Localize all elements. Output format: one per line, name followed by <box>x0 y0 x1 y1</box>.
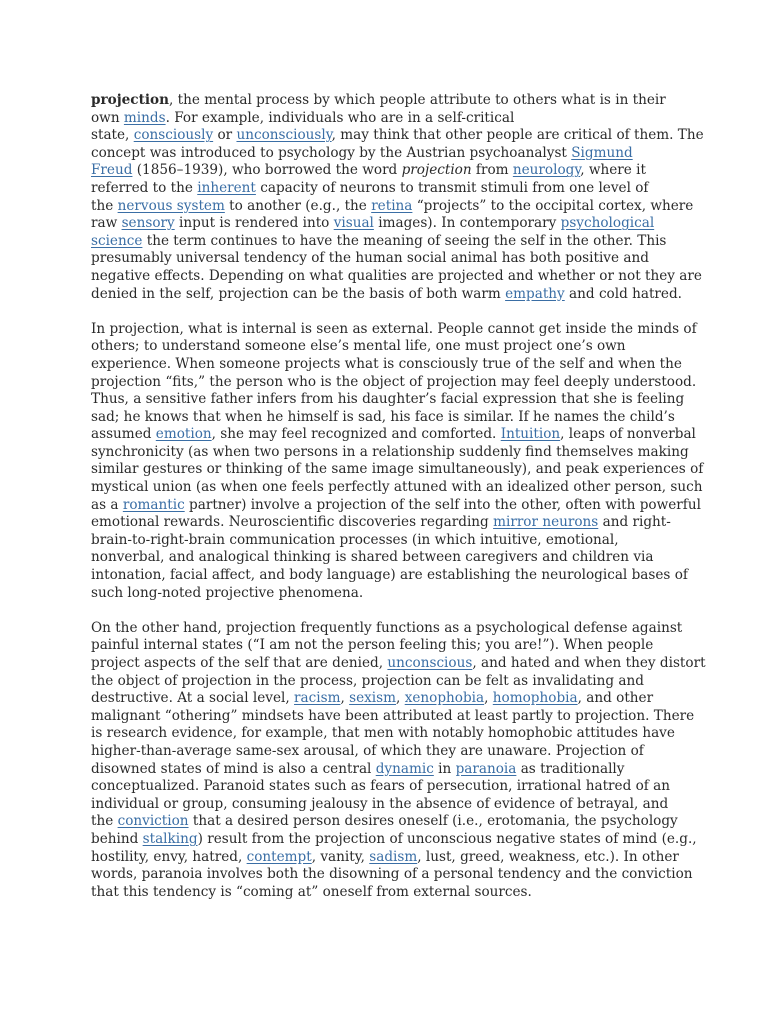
text-run: mystical union (as when one feels perfectly attuned with an idealized other person, such <box>91 479 703 496</box>
article-link[interactable]: conviction <box>117 813 189 830</box>
text-run: experience. When someone projects what is consciously true of the self and when the <box>91 355 682 372</box>
text-run: in <box>433 760 456 777</box>
text-line <box>91 655 706 673</box>
text-line <box>91 110 691 128</box>
article-link[interactable]: emotion <box>155 426 212 443</box>
article-link[interactable]: mirror neurons <box>493 514 599 531</box>
text-run: the <box>91 813 118 830</box>
text-run: denied in the self, projection can be the basis of both warm <box>91 285 506 302</box>
text-run: assumed <box>91 426 156 443</box>
text-run: synchronicity (as when two persons in a relationship suddenly find themselves making <box>91 443 689 460</box>
text-run: from <box>471 162 513 179</box>
article-link[interactable]: retina <box>371 197 413 214</box>
article-link[interactable]: empathy <box>505 285 565 302</box>
text-line <box>91 866 691 884</box>
text-run: and right- <box>598 514 671 531</box>
article-link[interactable]: minds <box>123 109 166 126</box>
text-run: nonverbal, and analogical thinking is shared between caregivers and children via <box>91 549 654 566</box>
text-run: projection “fits,” the person who is the object of projection may feel deeply understood. <box>91 373 697 390</box>
text-line <box>91 145 691 163</box>
text-line <box>91 162 691 180</box>
text-run: (1856–1939), who borrowed the word <box>132 162 402 179</box>
text-line <box>91 884 691 902</box>
text-line <box>91 637 691 655</box>
text-line <box>91 707 695 726</box>
text-line <box>91 496 701 515</box>
article-link[interactable]: Intuition <box>500 426 561 443</box>
article-link[interactable]: psychological <box>560 215 655 232</box>
article-link[interactable]: consciously <box>133 127 214 144</box>
text-line <box>91 180 691 198</box>
text-run: images). In contemporary <box>373 215 561 232</box>
text-line <box>91 673 691 691</box>
text-run: negative effects. Depending on what qualities are projected and whether or not they are <box>91 267 702 284</box>
text-line <box>91 320 697 339</box>
text-run: raw <box>91 215 122 232</box>
text-run: presumably universal tendency of the human social animal has both positive and <box>91 250 649 267</box>
text-line <box>91 514 691 532</box>
text-run: individual or group, consuming jealousy in the absence of evidence of betrayal, and <box>91 795 669 812</box>
text-line <box>91 725 691 743</box>
paragraph-gap <box>91 602 691 620</box>
text-line <box>91 286 691 304</box>
article-link[interactable]: Freud <box>91 162 133 179</box>
text-line <box>91 409 691 427</box>
text-line <box>91 267 702 286</box>
text-run: In projection, what is internal is seen as external. People cannot get inside the minds of <box>91 320 697 337</box>
text-run: , lust, greed, weakness, etc.). In other <box>417 848 679 865</box>
article-link[interactable]: inherent <box>197 179 256 196</box>
text-run: the object of projection in the process, projection can be felt as invalidating and <box>91 672 644 689</box>
article-link[interactable]: stalking <box>142 830 198 847</box>
article-link[interactable]: romantic <box>122 496 185 513</box>
text-run: input is rendered into <box>174 215 334 232</box>
article-body <box>91 92 706 901</box>
text-line <box>91 761 691 779</box>
article-link[interactable]: homophobia <box>492 690 578 707</box>
text-run: ) result from the projection of unconscious negative states of mind (e.g., <box>197 830 697 847</box>
text-line <box>91 444 691 462</box>
text-line <box>91 813 691 831</box>
article-link[interactable]: neurology <box>512 162 581 179</box>
text-run: that this tendency is “coming at” oneself from external sources. <box>91 883 532 900</box>
text-line <box>91 250 691 268</box>
text-line <box>91 338 691 356</box>
text-line <box>91 620 691 638</box>
article-link[interactable]: science <box>91 232 143 249</box>
text-run: behind <box>91 830 143 847</box>
article-link[interactable]: contempt <box>246 848 312 865</box>
text-run: , she may feel recognized and comforted. <box>211 426 501 443</box>
text-run: conceptualized. Paranoid states such as fears of persecution, irrational hatred of an <box>91 778 670 795</box>
text-run: concept was introduced to psychology by the Austrian psychoanalyst <box>91 144 572 161</box>
text-line <box>91 849 691 867</box>
text-run: others; to understand someone else’s mental life, one must project one’s own <box>91 338 626 355</box>
text-run: sad; he knows that when he himself is sad, his face is similar. If he names the child’s <box>91 408 675 425</box>
text-run: intonation, facial affect, and body language) are establishing the neurological bases of <box>91 567 688 584</box>
text-line <box>91 215 691 233</box>
text-run: to another (e.g., the <box>224 197 372 214</box>
text-line <box>91 127 704 145</box>
text-line <box>91 479 703 497</box>
text-line <box>91 585 691 603</box>
text-run: own <box>91 109 124 126</box>
text-run: as a <box>91 496 123 513</box>
text-line <box>91 778 691 796</box>
text-run: , may think that other people are critical of them. The <box>331 127 704 144</box>
text-run: capacity of neurons to transmit stimuli from one level of <box>255 179 649 196</box>
text-run: , <box>396 690 405 707</box>
text-run: higher-than-average same-sex arousal, of which they are unaware. Projection of <box>91 742 644 759</box>
italic-term: projection <box>401 162 472 179</box>
article-link[interactable]: dynamic <box>375 760 434 777</box>
text-run: the <box>91 197 118 214</box>
text-run: malignant “othering” mindsets have been attributed at least partly to projection. There <box>91 707 695 724</box>
text-run: Thus, a sensitive father infers from his daughter’s facial expression that she is feeling <box>91 391 685 408</box>
text-run: words, paranoia involves both the disowning of a personal tendency and the conviction <box>91 866 693 883</box>
text-run: disowned states of mind is also a central <box>91 760 376 777</box>
text-line <box>91 532 691 550</box>
text-line <box>91 356 691 374</box>
paragraph <box>91 619 706 902</box>
text-run: , <box>484 690 493 707</box>
text-line <box>91 567 691 585</box>
text-run: painful internal states (“I am not the person feeling this; you are!”). When people <box>91 637 654 654</box>
text-run: , the mental process by which people attribute to others what is in their <box>168 92 666 108</box>
article-link[interactable]: sexism <box>349 690 397 707</box>
text-run: similar gestures or thinking of the same image simultaneously), and peak experiences of <box>91 461 704 478</box>
article-term: projection <box>91 92 169 108</box>
text-run: project aspects of the self that are denied, <box>91 655 388 671</box>
text-line <box>91 461 704 479</box>
text-run: , <box>340 690 350 707</box>
text-line <box>91 743 691 761</box>
article-link[interactable]: Sigmund <box>571 144 633 161</box>
text-line <box>91 690 691 708</box>
text-line <box>91 796 691 814</box>
article-link[interactable]: unconsciously <box>236 127 332 144</box>
paragraph <box>91 92 704 303</box>
paragraph <box>91 320 704 603</box>
text-run: that a desired person desires oneself (i.e., erotomania, the psychology <box>188 813 678 830</box>
text-run: On the other hand, projection frequently functions as a psychological defense against <box>91 619 683 636</box>
paragraph-gap <box>91 303 691 321</box>
article-link[interactable]: paranoia <box>455 760 517 777</box>
text-run: and cold hatred. <box>564 285 682 302</box>
text-run: hostility, envy, hatred, <box>91 848 247 865</box>
text-run: “projects” to the occipital cortex, where <box>412 197 694 214</box>
text-line <box>91 391 691 409</box>
article-link[interactable]: nervous system <box>117 197 225 214</box>
text-run: such long-noted projective phenomena. <box>91 584 364 601</box>
article-link[interactable]: visual <box>333 215 374 232</box>
text-line <box>91 197 694 216</box>
text-run: brain-to-right-brain communication processes (in which intuitive, emotional, <box>91 531 619 548</box>
text-line <box>91 830 697 849</box>
text-run: , leaps of nonverbal <box>560 426 696 443</box>
text-run: partner) involve a projection of the self into the other, often with powerful <box>184 496 701 513</box>
text-line <box>91 373 697 392</box>
text-run: , where it <box>580 162 646 179</box>
text-run: state, <box>91 127 134 144</box>
text-run: , and other <box>577 690 654 707</box>
article-link[interactable]: unconscious <box>387 655 473 671</box>
article-link[interactable]: xenophobia <box>404 690 485 707</box>
text-run: , and hated and when they distort <box>472 655 706 671</box>
text-run: referred to the <box>91 179 198 196</box>
text-line <box>91 549 691 567</box>
text-line <box>91 92 691 110</box>
article-link[interactable]: sensory <box>121 215 175 232</box>
article-link[interactable]: sadism <box>369 848 418 865</box>
text-run: destructive. At a social level, <box>91 690 295 707</box>
text-run: the term continues to have the meaning of seeing the self in the other. This <box>142 232 667 249</box>
text-run: . For example, individuals who are in a self-critical <box>165 109 515 126</box>
text-run: or <box>213 127 237 144</box>
article-link[interactable]: racism <box>294 690 341 707</box>
text-run: emotional rewards. Neuroscientific discoveries regarding <box>91 514 494 531</box>
text-run: is research evidence, for example, that men with notably homophobic attitudes have <box>91 725 675 742</box>
text-line <box>91 426 696 444</box>
text-line <box>91 233 691 251</box>
text-run: as traditionally <box>516 760 625 777</box>
text-run: , vanity, <box>311 848 370 865</box>
